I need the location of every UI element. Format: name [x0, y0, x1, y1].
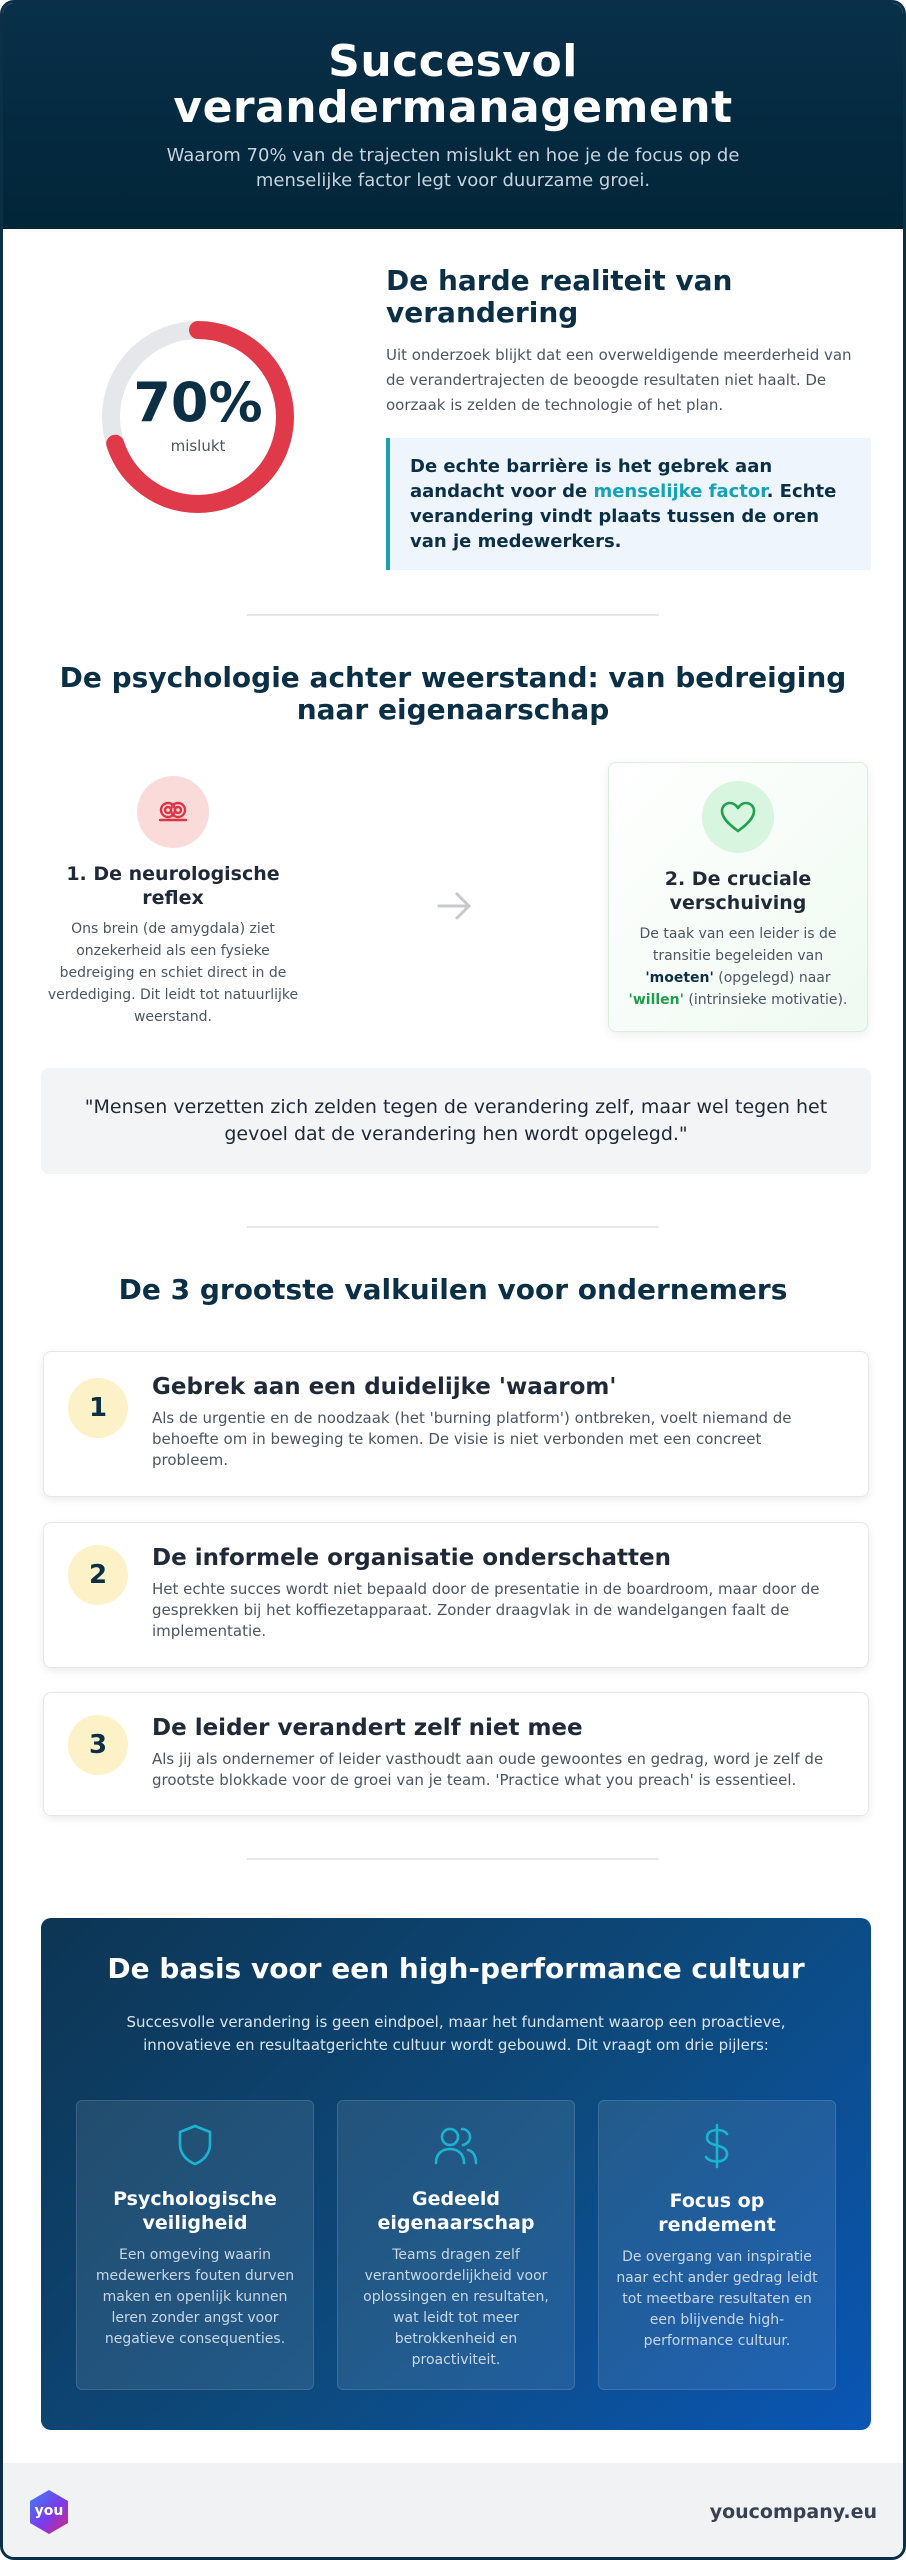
psychology-section: [3, 616, 903, 1226]
pillar-body: De overgang van inspiratie naar echt ander gedrag leidt tot meetbare resultaten en een blijvende high-performance cultuur.: [616, 2249, 818, 2349]
page-subtitle: Waarom 70% van de trajecten mislukt en hoe je de focus op de menselijke factor legt voor duurzame groei.: [166, 145, 740, 191]
reality-body: Uit onderzoek blijkt dat een overweldigende meerderheid van de verandertrajecten de beoogde resultaten niet haalt. De oorzaak is zelden de technologie of het plan.: [386, 346, 852, 414]
stat-label: mislukt: [170, 437, 226, 455]
pitfall-card: [43, 1351, 869, 1497]
step1-title: 1. De neurologische reflex: [66, 863, 280, 909]
arrow-right-icon: [433, 888, 477, 928]
pitfall-number: 2: [68, 1545, 128, 1605]
shield-icon: [93, 2123, 297, 2171]
step2-body-c: (intrinsieke motivatie).: [683, 992, 848, 1008]
pitfall-title: De informele organisatie onderschatten: [152, 1545, 672, 1571]
pillar-body: Teams dragen zelf verantwoordelijkheid voor oplossingen en resultaten, wat leidt tot meer betrokkenheid en proactiviteit.: [363, 2247, 549, 2368]
step-crucial-shift: [608, 762, 868, 1032]
step2-title: 2. De cruciale verschuiving: [664, 868, 812, 914]
step1-body: Ons brein (de amygdala) ziet onzekerheid als een fysieke bedreiging en schiet direct in de verdediging. Dit leidt tot natuurlijke weerstand.: [47, 921, 299, 1025]
pitfall-title: Gebrek aan een duidelijke 'waarom': [152, 1374, 617, 1400]
culture-intro: Succesvolle verandering is geen eindpoel, maar het fundament waarop een proactieve, innovatieve en resultaatgerichte cultuur wordt gebouwd. Dit vraagt om drie pijlers:: [126, 2013, 786, 2054]
step-neurological-reflex: [43, 776, 303, 1028]
reality-text: [386, 265, 871, 570]
brain-icon: [137, 776, 209, 848]
footer-domain-link[interactable]: youcompany.eu: [709, 2501, 877, 2523]
step2-moeten: 'moeten': [645, 970, 714, 986]
pitfall-body: Als de urgentie en de noodzaak (het 'burning platform') ontbreken, voelt niemand de behoefte om in beweging te komen. De visie is niet verbonden met een concreet probleem.: [152, 1409, 792, 1469]
page-title: Succesvol verandermanagement: [173, 36, 733, 133]
step2-body-a: De taak van een leider is de transitie begeleiden van: [639, 926, 837, 964]
pitfall-body: Het echte succes wordt niet bepaald door de presentatie in de boardroom, maar door de gesprekken bij het koffiezetapparaat. Zonder draagvlak in de wandelgangen faalt de implementatie.: [152, 1580, 820, 1640]
pitfall-number: 3: [68, 1715, 128, 1775]
pillar-body: Een omgeving waarin medewerkers fouten durven maken en openlijk kunnen leren zonder angst voor negatieve consequenties.: [95, 2247, 295, 2347]
resistance-quote: "Mensen verzetten zich zelden tegen de verandering zelf, maar wel tegen het gevoel dat de verandering hen wordt opgelegd.": [41, 1068, 871, 1174]
psychology-title: De psychologie achter weerstand: van bedreiging naar eigenaarschap: [59, 661, 847, 726]
pillar-title: Psychologische veiligheid: [113, 2188, 277, 2234]
reality-callout: [386, 438, 871, 570]
pitfall-body: Als jij als ondernemer of leider vasthoudt aan oude gewoontes en gedrag, word je zelf de grootste blokkade voor de groei van je team. 'Practice what you preach' is essentieel.: [152, 1750, 824, 1789]
pitfall-card: [43, 1522, 869, 1668]
pillar-card: [598, 2100, 836, 2390]
company-logo[interactable]: [25, 2488, 73, 2536]
culture-section: [41, 1918, 871, 2430]
stat-donut: [98, 317, 298, 517]
pillar-title: Focus op rendement: [658, 2190, 776, 2236]
users-icon: [354, 2123, 558, 2171]
reality-title: De harde realiteit van verandering: [386, 264, 733, 329]
step2-body-b: (opgelegd) naar: [713, 970, 831, 986]
footer: [3, 2463, 903, 2560]
reality-section: [3, 229, 903, 614]
callout-text-2: . Echte verandering vindt plaats tussen de oren van je medewerkers.: [410, 481, 837, 552]
divider: [247, 1858, 659, 1860]
pitfall-card: [43, 1692, 869, 1816]
step2-willen: 'willen': [628, 992, 684, 1008]
pitfalls-title: De 3 grootste valkuilen voor ondernemers: [118, 1273, 788, 1306]
dollar-icon: [615, 2123, 819, 2173]
pillar-card: [337, 2100, 575, 2390]
stat-value: 70%: [133, 371, 263, 434]
pillar-title: Gedeeld eigenaarschap: [377, 2188, 535, 2234]
pitfalls-section: [3, 1228, 903, 1858]
pitfall-title: De leider verandert zelf niet mee: [152, 1715, 583, 1741]
heart-icon: [702, 781, 774, 853]
header: [3, 3, 903, 229]
pitfall-number: 1: [68, 1378, 128, 1438]
callout-text-1: De echte barrière is het gebrek aan aandacht voor de: [410, 456, 773, 502]
logo-text: you: [34, 2503, 64, 2519]
culture-title: De basis voor een high-performance cultuur: [107, 1952, 805, 1985]
pillar-card: [76, 2100, 314, 2390]
callout-highlight: menselijke factor: [593, 481, 767, 502]
step2-body: [627, 923, 849, 1011]
